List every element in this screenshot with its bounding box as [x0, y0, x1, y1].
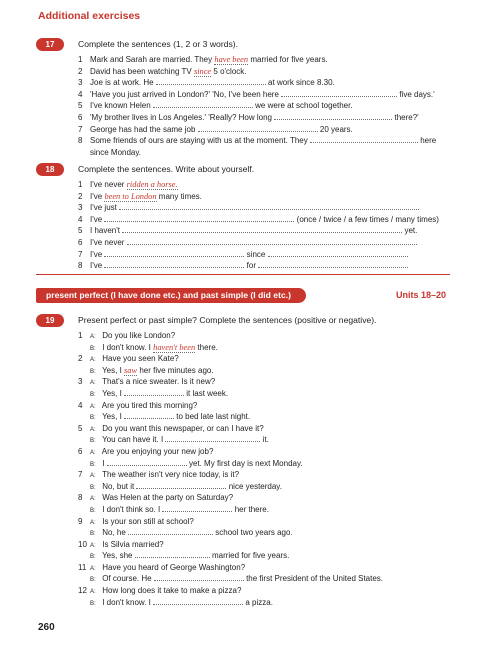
answer-blank[interactable] — [127, 237, 417, 245]
item-number: 8 — [78, 136, 83, 146]
item-text: a pizza. — [245, 597, 273, 607]
dialogue-question — [78, 585, 450, 597]
item-text: 20 years. — [319, 124, 353, 134]
item-number: 7 — [78, 249, 83, 259]
dialogue-question — [78, 562, 450, 574]
answer-blank[interactable] — [104, 260, 244, 268]
item-text: five days.' — [399, 89, 435, 99]
exercise-items — [78, 54, 450, 158]
answer-blank[interactable] — [153, 100, 253, 108]
item-text: George has had the same job — [90, 124, 196, 134]
dialogue-question — [78, 353, 450, 365]
dialogue-question — [78, 539, 450, 551]
item-text: since — [246, 249, 266, 259]
item-number: 3 — [78, 78, 83, 88]
item-text: there. — [197, 342, 218, 352]
item-number: 1 — [78, 180, 83, 189]
item-text: since Monday. — [90, 147, 141, 157]
exercise-number-badge: 17 — [36, 38, 64, 51]
exercise-18 — [36, 163, 450, 273]
answer-blank[interactable] — [154, 573, 244, 581]
item-text: I've never — [90, 180, 125, 189]
item-number: 11 — [78, 562, 87, 572]
answer-blank[interactable] — [165, 434, 260, 442]
item-text: Yes, I — [102, 365, 122, 375]
answer-blank[interactable] — [258, 260, 408, 268]
dialogue-answer — [78, 481, 450, 493]
item-text: Are you enjoying your new job? — [101, 446, 214, 456]
item-number: 5 — [78, 226, 83, 236]
answer-example: ridden a horse. — [126, 180, 178, 189]
item-text: I've just — [90, 203, 117, 213]
answer-example: have been — [214, 55, 249, 64]
exercise-number-badge: 18 — [36, 163, 64, 176]
item-text: Mark and Sarah are married. They — [90, 55, 213, 64]
item-text: at work since 8.30. — [268, 78, 335, 88]
item-text: You can have it. I — [102, 435, 164, 445]
item-number: 9 — [78, 516, 83, 526]
speaker-label: A: — [90, 473, 96, 480]
item-number: 4 — [78, 214, 83, 224]
exercise-instruction: Complete the sentences. Write about yourself. — [78, 164, 255, 174]
item-text: it last week. — [186, 388, 229, 398]
speaker-label: A: — [90, 542, 96, 549]
dialogue-answer — [78, 573, 450, 585]
speaker-label: A: — [90, 449, 96, 456]
item-text: I've — [90, 249, 103, 259]
item-text: 'Have you just arrived in London?' 'No, I've been here — [90, 89, 279, 99]
item-text: I've known Helen — [90, 101, 151, 111]
answer-blank[interactable] — [153, 597, 243, 605]
item-text: Have you heard of George Washington? — [102, 562, 246, 572]
item-number: 4 — [78, 400, 83, 410]
item-number: 5 — [78, 101, 83, 111]
exercise-items — [78, 179, 450, 272]
dialogue-answer — [78, 458, 450, 470]
item-number: 2 — [78, 191, 83, 201]
dialogue-answer — [78, 597, 450, 609]
item-text: her five minutes ago. — [139, 365, 214, 375]
item-number: 8 — [78, 261, 83, 271]
speaker-label: B: — [90, 438, 96, 445]
item-text: Yes, I — [102, 412, 122, 422]
speaker-label: A: — [90, 496, 96, 503]
item-number: 2 — [78, 354, 83, 364]
page-number: 260 — [38, 622, 55, 633]
item-text: Yes, I — [102, 388, 122, 398]
item-text: I've — [90, 214, 103, 224]
item-text: for — [246, 261, 257, 271]
dialogue-answer — [78, 411, 450, 423]
item-number: 6 — [78, 446, 83, 456]
answer-blank[interactable] — [122, 225, 402, 233]
answer-blank[interactable] — [128, 527, 213, 535]
answer-blank[interactable] — [136, 481, 226, 489]
item-text: Yes, she — [102, 551, 133, 561]
speaker-label: B: — [90, 461, 96, 468]
answer-blank[interactable] — [281, 89, 397, 97]
item-text: her there. — [234, 504, 269, 514]
speaker-label: B: — [90, 531, 96, 538]
dialogue-answer — [78, 504, 450, 516]
item-text: No, he — [102, 528, 126, 538]
units-reference: Units 18–20 — [395, 290, 446, 300]
dialogue-question — [78, 446, 450, 458]
item-text: I haven't — [90, 226, 120, 236]
item-text: 'My brother lives in Los Angeles.' 'Really? How long — [90, 112, 273, 122]
item-text: the first President of the United States. — [246, 574, 384, 584]
answer-blank[interactable] — [198, 124, 318, 132]
speaker-label: B: — [90, 507, 96, 514]
answer-blank[interactable] — [119, 202, 419, 210]
item-number: 12 — [78, 586, 87, 596]
speaker-label: A: — [90, 426, 96, 433]
exercise-17 — [36, 38, 450, 158]
dialogue-question — [78, 469, 450, 481]
dialogue-question — [78, 400, 450, 412]
item-text: I've never — [90, 237, 125, 247]
answer-blank[interactable] — [124, 388, 184, 396]
dialogue-answer — [78, 550, 450, 562]
item-text: How long does it take to make a pizza? — [102, 586, 242, 596]
speaker-label: A: — [90, 589, 96, 596]
item-text: Joe is at work. He — [90, 78, 154, 88]
item-text: I don't know. I — [102, 342, 151, 352]
item-text: Have you seen Kate? — [102, 354, 179, 364]
speaker-label: A: — [90, 380, 96, 387]
item-text: That's a nice sweater. Is it new? — [102, 377, 216, 387]
speaker-label: A: — [90, 519, 96, 526]
answer-example: haven't been — [153, 342, 196, 352]
speaker-label: A: — [90, 403, 96, 410]
item-number: 10 — [78, 539, 87, 549]
dialogue-question — [78, 516, 450, 528]
speaker-label: B: — [90, 600, 96, 607]
dialogue-question — [78, 376, 450, 388]
item-number: 6 — [78, 237, 83, 247]
item-text: Do you like London? — [102, 331, 176, 340]
item-text: married for five years. — [211, 551, 290, 561]
speaker-label: B: — [90, 368, 96, 375]
speaker-label: B: — [90, 415, 96, 422]
dialogue-answer — [78, 388, 450, 400]
item-text: we were at school together. — [255, 101, 353, 111]
item-text: Of course. He — [102, 574, 152, 584]
speaker-label: A: — [90, 334, 96, 340]
item-text: I don't think so. I — [102, 504, 161, 514]
answer-blank[interactable] — [135, 550, 210, 558]
answer-blank[interactable] — [104, 249, 244, 257]
item-number: 6 — [78, 112, 83, 122]
answer-blank[interactable] — [104, 214, 294, 222]
item-text: I — [102, 458, 105, 468]
item-text: yet. My first day is next Monday. — [188, 458, 303, 468]
speaker-label: B: — [90, 484, 96, 491]
item-number: 5 — [78, 423, 83, 433]
item-number: 7 — [78, 470, 83, 480]
item-text: Is Silvia married? — [102, 539, 164, 549]
answer-blank[interactable] — [107, 458, 187, 466]
item-text: school two years ago. — [215, 528, 293, 538]
exercise-number-badge: 19 — [36, 314, 64, 327]
speaker-label: A: — [90, 357, 96, 364]
item-number: 4 — [78, 89, 83, 99]
speaker-label: B: — [90, 554, 96, 561]
item-text: I've — [90, 191, 103, 201]
item-number: 8 — [78, 493, 83, 503]
item-text: The weather isn't very nice today, is it? — [102, 470, 240, 480]
answer-example: been to London — [104, 191, 157, 201]
item-text: Do you want this newspaper, or can I have it? — [102, 423, 264, 433]
exercise-19 — [36, 314, 450, 614]
exercise-instruction: Complete the sentences (1, 2 or 3 words). — [78, 39, 239, 49]
answer-blank[interactable] — [274, 112, 392, 120]
dialogue-question — [78, 492, 450, 504]
speaker-label: B: — [90, 391, 96, 398]
item-text: 5 o'clock. — [213, 66, 247, 76]
item-text: (once / twice / a few times / many times) — [296, 214, 439, 224]
speaker-label: B: — [90, 577, 96, 584]
dialogue-answer — [78, 434, 450, 446]
answer-example: saw — [124, 365, 138, 375]
speaker-label: A: — [90, 565, 96, 572]
answer-example: since — [193, 66, 212, 76]
dialogue-answer — [78, 527, 450, 539]
dialogue-question — [78, 423, 450, 435]
item-text: nice yesterday. — [228, 481, 282, 491]
section-divider — [36, 274, 450, 275]
dialogue-question — [78, 330, 450, 342]
dialogue-answer — [78, 365, 450, 377]
item-number: 3 — [78, 377, 83, 387]
item-text: Are you tired this morning? — [101, 400, 198, 410]
item-number: 1 — [78, 331, 83, 340]
page-header: Additional exercises — [38, 10, 141, 22]
exercise-instruction: Present perfect or past simple? Complete the sentences (positive or negative). — [78, 315, 377, 325]
answer-blank[interactable] — [124, 411, 174, 419]
item-text: David has been watching TV — [90, 66, 192, 76]
item-number: 3 — [78, 203, 83, 213]
answer-blank[interactable] — [310, 135, 418, 143]
item-text: Was Helen at the party on Saturday? — [102, 493, 234, 503]
item-text: here — [420, 136, 437, 146]
item-text: married for five years. — [250, 55, 328, 64]
item-text: I don't know. I — [102, 597, 151, 607]
answer-blank[interactable] — [268, 249, 408, 257]
item-text: Is your son still at school? — [102, 516, 194, 526]
answer-blank[interactable] — [162, 504, 232, 512]
dialogue-answer — [78, 342, 450, 354]
speaker-label: B: — [90, 345, 96, 352]
item-text: many times. — [158, 191, 202, 201]
item-text: to bed late last night. — [176, 412, 251, 422]
item-text: yet. — [404, 226, 418, 236]
item-text: Some friends of ours are staying with us at the moment. They — [90, 136, 308, 146]
item-text: it. — [262, 435, 269, 445]
item-number: 1 — [78, 55, 83, 64]
answer-blank[interactable] — [156, 77, 266, 85]
section-banner: present perfect (I have done etc.) and past simple (I did etc.) — [36, 288, 306, 303]
item-text: there?' — [394, 112, 419, 122]
item-number: 2 — [78, 66, 83, 76]
item-text: No, but it — [102, 481, 135, 491]
exercise-items — [78, 330, 450, 608]
item-number: 7 — [78, 124, 83, 134]
item-text: I've — [90, 261, 103, 271]
